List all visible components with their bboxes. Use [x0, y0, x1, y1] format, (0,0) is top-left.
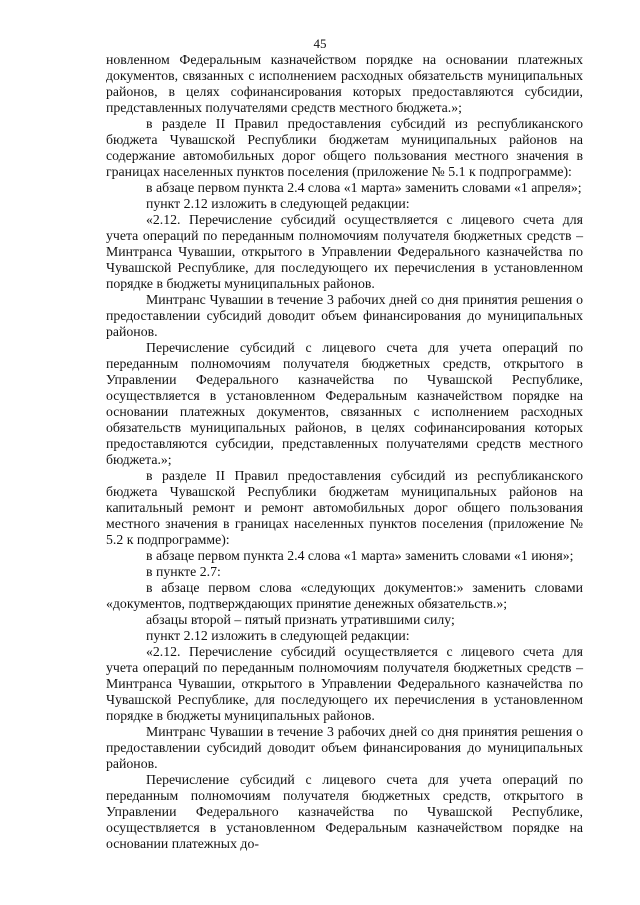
paragraph-point-2-4-amendment: в абзаце первом пункта 2.4 слова «1 марта» заменить словами «1 апреля»;	[146, 180, 582, 195]
paragraph-point-2-12-intro: пункт 2.12 изложить в следующей редакции:	[146, 196, 410, 211]
paragraph-point-2-7-intro: в пункте 2.7:	[146, 564, 221, 579]
paragraph-section-ii-rules-5-1: в разделе II Правил предоставления субсидий из республиканского бюджета Чувашской Республики бюджетам муниципальных районов на содержание автомобильных дорог общего пользования местного значения в границах населенных пунктов поселения (приложение № 5.1 к подпрограмме):	[106, 116, 583, 179]
paragraph-point-2-7-repeal: абзацы второй – пятый признать утратившими силу;	[146, 612, 455, 627]
paragraph-mintrans-notice-second: Минтранс Чувашии в течение 3 рабочих дней со дня принятия решения о предоставлении субсидий доводит объем финансирования до муниципальных районов.	[106, 724, 583, 771]
paragraph-point-2-12-text: «2.12. Перечисление субсидий осуществляется с лицевого счета для учета операций по переданным полномочиям получателя бюджетных средств – Минтранса Чувашии, открытого в Управлении Федерального казначейства по Чувашской Республике, для последующего их перечисления в установленном порядке в бюджеты муниципальных районов.	[106, 212, 583, 291]
page-number: 45	[313, 36, 327, 51]
paragraph-section-ii-rules-5-2: в разделе II Правил предоставления субсидий из республиканского бюджета Чувашской Республики бюджетам муниципальных районов на капитальный ремонт и ремонт автомобильных дорог общего пользования местного значения в границах населенных пунктов поселения (приложение № 5.2 к подпрограмме):	[106, 468, 583, 547]
paragraph-transfer-procedure-second: Перечисление субсидий с лицевого счета для учета операций по переданным полномочиям получателя бюджетных средств, открытого в Управлении Федерального казначейства по Чувашской Республике, осуществляется в установленном Федеральным казначейством порядке на основании платежных до-	[106, 772, 583, 851]
paragraph-mintrans-notice: Минтранс Чувашии в течение 3 рабочих дней со дня принятия решения о предоставлении субсидий доводит объем финансирования до муниципальных районов.	[106, 292, 583, 339]
paragraph-point-2-12-intro-second: пункт 2.12 изложить в следующей редакции:	[146, 628, 410, 643]
paragraph-point-2-12-text-second: «2.12. Перечисление субсидий осуществляется с лицевого счета для учета операций по переданным полномочиям получателя бюджетных средств – Минтранса Чувашии, открытого в Управлении Федерального казначейства по Чувашской Республике, для последующего их перечисления в установленном порядке в бюджеты муниципальных районов.	[106, 644, 583, 723]
paragraph-transfer-procedure: Перечисление субсидий с лицевого счета для учета операций по переданным полномочиям получателя бюджетных средств, открытого в Управлении Федерального казначейства по Чувашской Республике, осуществляется в установленном Федеральным казначейством порядке на основании платежных документов, связанных с исполнением расходных обязательств муниципальных районов, в целях софинансирования которых предоставляются субсидии, представленных получателями средств местного бюджета.»;	[106, 340, 583, 467]
paragraph-point-2-7-first-subparagraph: в абзаце первом слова «следующих документов:» заменить словами «документов, подтверждающих принятие денежных обязательств.»;	[106, 580, 583, 611]
paragraph-continuation: новленном Федеральным казначейством порядке на основании платежных документов, связанных с исполнением расходных обязательств муниципальных районов, в целях софинансирования которых предоставляются субсидии, представленных получателями средств местного бюджета.»;	[106, 52, 583, 115]
paragraph-point-2-4-amendment-june: в абзаце первом пункта 2.4 слова «1 марта» заменить словами «1 июня»;	[146, 548, 574, 563]
document-body	[106, 52, 583, 852]
